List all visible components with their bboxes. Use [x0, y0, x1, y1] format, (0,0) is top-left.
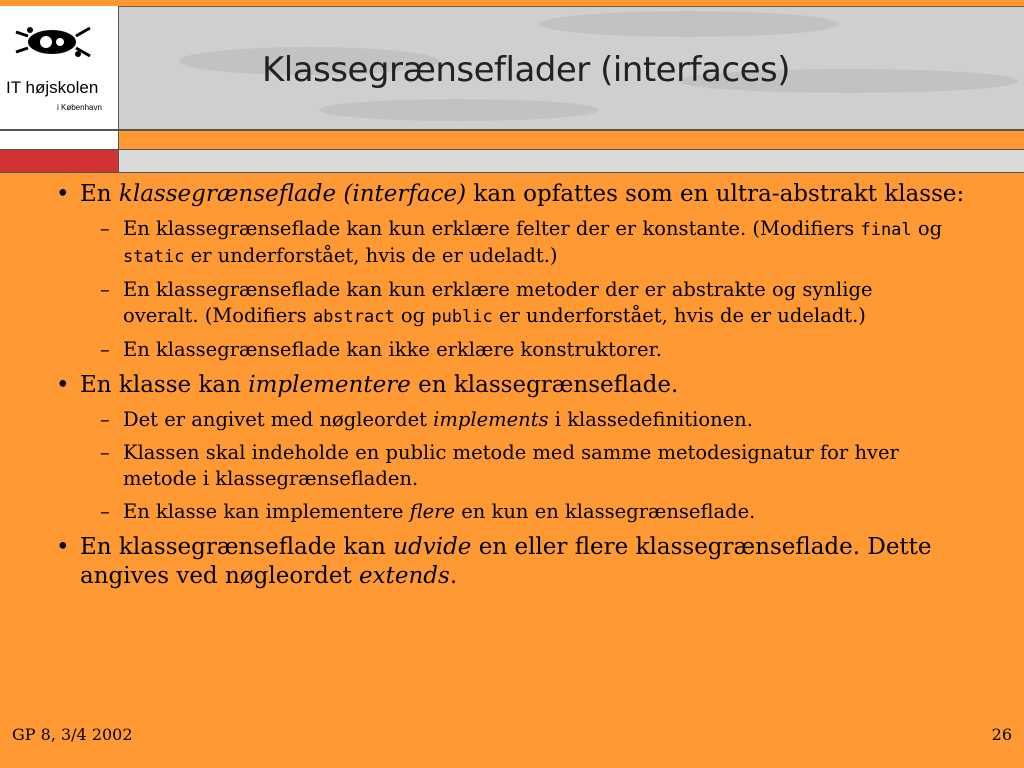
bullet-item [56, 371, 976, 400]
text: En klasse kan implementere [123, 500, 410, 523]
text: En [80, 181, 119, 207]
school-logo-icon [0, 6, 118, 76]
decor-shape [319, 99, 599, 121]
bullet-icon: • [56, 181, 70, 207]
footer-date: GP 8, 3/4 2002 [12, 725, 133, 744]
text: En klassegrænseflade kan [80, 534, 394, 560]
code-keyword: static [123, 247, 185, 267]
slide-title: Klassegrænseflader (interfaces) [262, 50, 790, 90]
text: Klassen skal indeholde en public metode med samme metodesignatur for hver metode i klassegrænsefladen. [123, 441, 899, 490]
logo-subtitle: i København [57, 103, 102, 112]
dash-icon: – [100, 278, 110, 301]
gray-band [119, 150, 1024, 172]
dash-icon: – [100, 408, 110, 431]
code-keyword: public [431, 307, 493, 327]
text: En klasse kan [80, 372, 249, 398]
code-keyword: final [860, 220, 912, 240]
red-accent [0, 150, 119, 172]
bullet-item [56, 180, 976, 209]
dash-icon: – [100, 338, 110, 361]
sub-bullet-item [56, 277, 953, 330]
text: kan opfattes som en ultra-abstrakt klasse: [466, 181, 965, 207]
dash-icon: – [100, 441, 110, 464]
sub-bullet-item [56, 440, 953, 492]
bullet-icon: • [56, 534, 70, 560]
text: En klassegrænseflade kan kun erklære metoder der er abstrakte og synlige overalt. (Modifiers [123, 278, 873, 327]
logo [0, 6, 119, 131]
logo-band [0, 131, 119, 149]
logo-name: IT højskolen [6, 78, 99, 97]
slide-number: 26 [991, 725, 1012, 744]
text: en klassegrænseflade. [410, 372, 679, 398]
code-keyword: abstract [312, 307, 395, 327]
decor-shape [539, 11, 839, 37]
sub-bullet-item [56, 216, 953, 270]
text: . [449, 563, 458, 589]
emphasis: implements [433, 408, 549, 431]
divider [0, 172, 1024, 173]
emphasis: implementere [248, 372, 411, 398]
text: En klassegrænseflade kan ikke erklære konstruktorer. [123, 338, 662, 361]
slide-body [56, 180, 976, 591]
text: er underforstået, hvis de er udeladt.) [492, 304, 866, 327]
text: en eller flere klassegrænseflade. Dette angives ved nøgleordet [80, 534, 932, 589]
text: en kun en klassegrænseflade. [455, 500, 756, 523]
bullet-item [56, 533, 976, 591]
dash-icon: – [100, 500, 110, 523]
dash-icon: – [100, 217, 110, 240]
text: i klassedefinitionen. [548, 408, 753, 431]
emphasis: klassegrænseflade (interface) [118, 181, 467, 207]
emphasis: udvide [393, 534, 472, 560]
emphasis: flere [409, 500, 456, 523]
sub-bullet-item [56, 337, 953, 363]
text: En klassegrænseflade kan kun erklære felter der er konstante. (Modifiers [123, 217, 861, 240]
text: er underforstået, hvis de er udeladt.) [184, 244, 558, 267]
sub-bullet-item [56, 499, 953, 525]
text: og [394, 304, 432, 327]
bullet-icon: • [56, 372, 70, 398]
sub-bullet-item [56, 407, 953, 433]
orange-band [119, 131, 1024, 149]
text: og [911, 217, 943, 240]
emphasis: extends [359, 563, 450, 589]
text: Det er angivet med nøgleordet [123, 408, 434, 431]
